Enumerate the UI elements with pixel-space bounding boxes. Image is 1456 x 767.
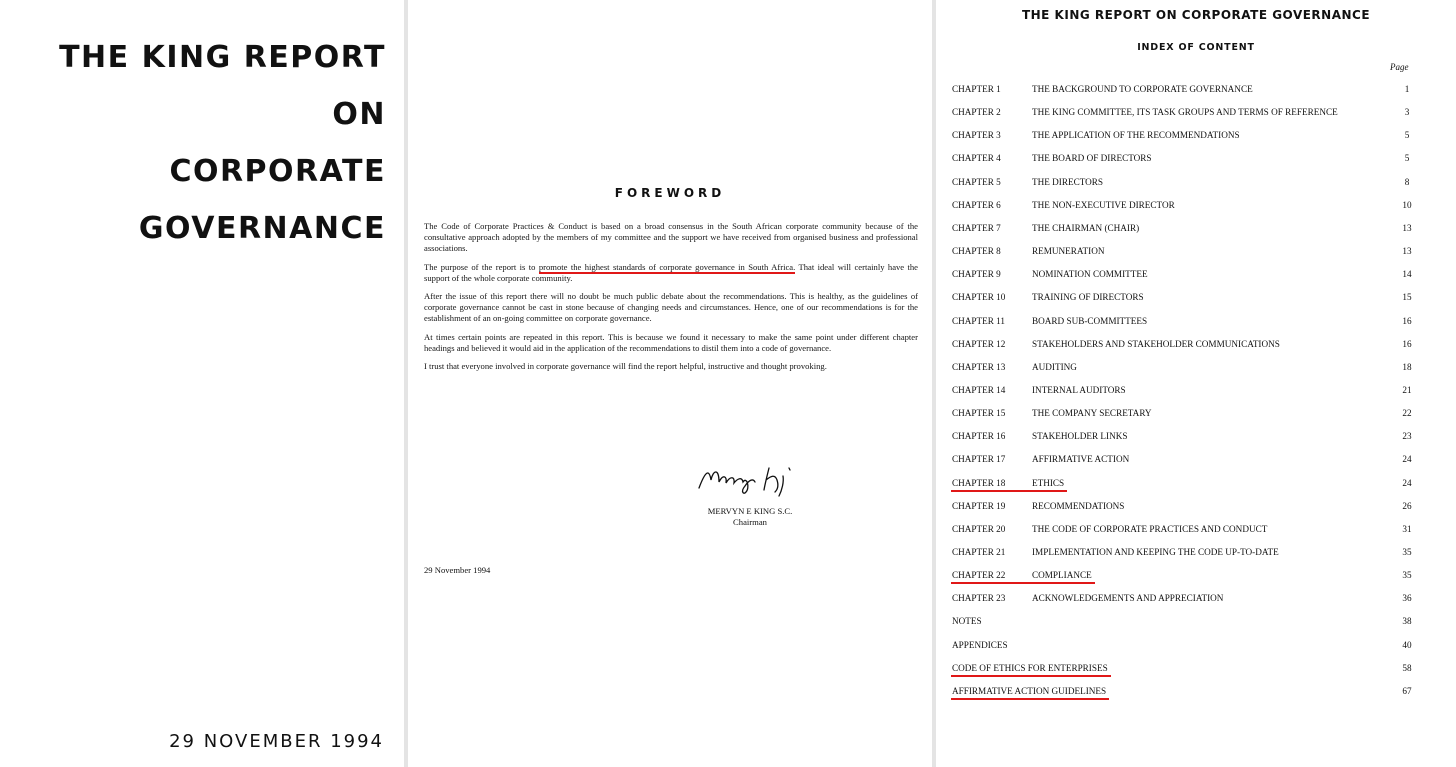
toc-entry — [952, 150, 1412, 166]
toc-page-number: 15 — [1402, 292, 1412, 303]
toc-chapter-label: AFFIRMATIVE ACTION GUIDELINES — [952, 685, 1107, 696]
toc-entry — [952, 336, 1412, 352]
toc-title: THE DIRECTORS — [1032, 176, 1104, 187]
signer-block — [670, 506, 830, 528]
toc-chapter-label: CHAPTER 21 — [952, 547, 1006, 557]
toc-entry — [952, 567, 1412, 583]
toc-chapter-label: CHAPTER 18 — [952, 477, 1006, 488]
toc-entry — [952, 498, 1412, 514]
toc-entry — [952, 475, 1412, 491]
toc-page-number: 23 — [1402, 431, 1412, 442]
index-subtitle: INDEX OF CONTENT — [1137, 42, 1255, 53]
toc-page-number: 8 — [1404, 176, 1410, 187]
toc-page-number: 31 — [1402, 523, 1412, 534]
foreword-body — [424, 221, 918, 379]
cover-page — [0, 0, 404, 767]
toc-chapter-label: CHAPTER 11 — [952, 315, 1006, 326]
purpose-highlight: promote the highest standards of corporate governance in South Africa. — [538, 261, 796, 272]
toc-chapter-label: CHAPTER 7 — [952, 222, 1001, 233]
toc-page-number: 35 — [1402, 570, 1412, 581]
toc-chapter-label: CHAPTER 6 — [952, 199, 1001, 210]
toc-title: THE COMPANY SECRETARY — [1032, 408, 1152, 419]
toc-page-number: 14 — [1402, 269, 1412, 280]
toc-page-number: 36 — [1402, 593, 1412, 604]
toc-entry — [952, 313, 1412, 329]
toc-entry — [952, 266, 1412, 282]
foreword-paragraph-3: After the issue of this report there will no doubt be much public debate about the recommendations. This is healthy, as the guidelines of corporate governance cannot be cast in stone because of changing needs and circumstances. Hence, one of our recommendations is for the establishment of an on-going committee on corporate governance. — [424, 291, 918, 324]
toc-title: ETHICS — [1032, 477, 1065, 488]
toc-page-number: 21 — [1402, 384, 1412, 395]
toc-chapter-label: CHAPTER 22 — [952, 570, 1006, 581]
signer-role: Chairman — [733, 517, 767, 527]
toc-chapter-label: CHAPTER 16 — [952, 431, 1006, 442]
red-underline-mark — [951, 582, 1095, 584]
toc-page-number: 58 — [1402, 662, 1412, 673]
foreword-page — [408, 0, 932, 767]
toc-entry — [952, 174, 1412, 190]
toc-title: STAKEHOLDER LINKS — [1032, 431, 1128, 442]
foreword-paragraph-4: At times certain points are repeated in this report. This is because we found it necessary to make the same point under different chapter headings and believed it would aid in the application of the recommendations to distil them into a code of governance. — [424, 331, 918, 353]
toc-title: COMPLIANCE — [1032, 570, 1092, 581]
toc-entry — [952, 104, 1412, 120]
toc-page-number: 35 — [1402, 547, 1412, 557]
toc-entry — [952, 81, 1412, 97]
purpose-pre: The purpose of the report is to — [424, 261, 539, 272]
toc-chapter-label: CHAPTER 4 — [952, 153, 1001, 164]
toc-title: ACKNOWLEDGEMENTS AND APPRECIATION — [1032, 593, 1224, 604]
index-page-header: Page — [1390, 62, 1409, 72]
toc-title: REMUNERATION — [1032, 246, 1105, 257]
cover-title-line-1: THE KING REPORT — [59, 40, 386, 75]
toc-chapter-label: CHAPTER 1 — [952, 84, 1001, 94]
toc-title: AUDITING — [1032, 361, 1077, 372]
toc-title: INTERNAL AUDITORS — [1032, 384, 1126, 395]
toc-entry — [952, 451, 1412, 467]
toc-chapter-label: CHAPTER 3 — [952, 130, 1001, 141]
toc-title: AFFIRMATIVE ACTION — [1032, 454, 1130, 465]
toc-page-number: 24 — [1402, 454, 1412, 465]
toc-chapter-label: CHAPTER 2 — [952, 107, 1001, 118]
toc-entry — [952, 220, 1412, 236]
toc-title: THE CHAIRMAN (CHAIR) — [1032, 222, 1140, 233]
red-underline-mark — [951, 698, 1109, 700]
cover-title-line-2: ON — [332, 97, 386, 132]
toc-page-number: 16 — [1402, 315, 1412, 326]
toc-page-number: 26 — [1402, 500, 1412, 511]
toc-page-number: 3 — [1404, 107, 1410, 118]
foreword-paragraph-1: The Code of Corporate Practices & Conduct is based on a broad consensus in the South African corporate community because of the consultative approach adopted by the members of my committee and the support we have received from organised business and professional associations. — [424, 221, 918, 254]
toc-page-number: 38 — [1402, 616, 1412, 627]
red-underline-mark — [951, 490, 1067, 492]
toc-chapter-label: CHAPTER 8 — [952, 246, 1001, 257]
toc-title: RECOMMENDATIONS — [1032, 500, 1125, 511]
foreword-date: 29 November 1994 — [424, 565, 491, 575]
toc-chapter-label: CODE OF ETHICS FOR ENTERPRISES — [952, 662, 1108, 673]
toc-chapter-label: CHAPTER 17 — [952, 454, 1006, 465]
toc-title: THE APPLICATION OF THE RECOMMENDATIONS — [1032, 130, 1240, 141]
toc-page-number: 22 — [1402, 408, 1412, 419]
toc-title: BOARD SUB-COMMITTEES — [1032, 315, 1148, 326]
toc-chapter-label: CHAPTER 12 — [952, 338, 1006, 349]
toc-chapter-label: CHAPTER 19 — [952, 500, 1006, 511]
toc-page-number: 67 — [1402, 685, 1412, 696]
toc-entry — [952, 428, 1412, 444]
toc-page-number: 5 — [1404, 153, 1410, 164]
toc-entry — [952, 521, 1412, 537]
toc-title: THE NON-EXECUTIVE DIRECTOR — [1032, 199, 1175, 210]
toc-chapter-label: CHAPTER 14 — [952, 384, 1006, 395]
toc-title: THE KING COMMITTEE, ITS TASK GROUPS AND TERMS OF REFERENCE — [1032, 107, 1338, 118]
toc-page-number: 1 — [1404, 84, 1410, 94]
toc-entry — [952, 382, 1412, 398]
toc-entry — [952, 289, 1412, 305]
toc-entry — [952, 359, 1412, 375]
toc-page-number: 13 — [1402, 222, 1412, 233]
toc-page-number: 18 — [1402, 361, 1412, 372]
toc-chapter-label: NOTES — [952, 616, 982, 627]
toc-chapter-label: CHAPTER 20 — [952, 523, 1006, 534]
toc-chapter-label: CHAPTER 5 — [952, 176, 1001, 187]
toc-title: TRAINING OF DIRECTORS — [1032, 292, 1144, 303]
toc-title: IMPLEMENTATION AND KEEPING THE CODE UP-TO-DATE — [1032, 547, 1279, 557]
cover-date: 29 NOVEMBER 1994 — [169, 731, 384, 752]
signature-icon — [693, 458, 823, 498]
toc-chapter-label: CHAPTER 10 — [952, 292, 1006, 303]
toc-page-number: 16 — [1402, 338, 1412, 349]
cover-title-line-3: CORPORATE — [169, 154, 386, 189]
toc-entry — [952, 197, 1412, 213]
toc-title: STAKEHOLDERS AND STAKEHOLDER COMMUNICATIONS — [1032, 338, 1280, 349]
index-title: THE KING REPORT ON CORPORATE GOVERNANCE — [1021, 8, 1371, 22]
toc-chapter-label: APPENDICES — [952, 639, 1008, 650]
toc-entry — [952, 544, 1412, 560]
toc-entry — [952, 127, 1412, 143]
toc-entry — [952, 613, 1412, 629]
red-underline-mark — [951, 675, 1111, 677]
toc-title: THE BACKGROUND TO CORPORATE GOVERNANCE — [1032, 84, 1253, 94]
toc-page-number: 24 — [1402, 477, 1412, 488]
toc-chapter-label: CHAPTER 15 — [952, 408, 1006, 419]
toc-page-number: 5 — [1404, 130, 1410, 141]
toc-chapter-label: CHAPTER 9 — [952, 269, 1001, 280]
toc-chapter-label: CHAPTER 23 — [952, 593, 1006, 604]
purpose-post: That ideal will certainly have the support of the whole corporate community. — [424, 261, 918, 283]
toc-entry — [952, 660, 1412, 676]
toc-entry — [952, 683, 1412, 699]
foreword-paragraph-purpose — [424, 262, 918, 284]
toc-page-number: 10 — [1402, 199, 1412, 210]
toc-title: NOMINATION COMMITTEE — [1032, 269, 1148, 280]
toc-page-number: 13 — [1402, 246, 1412, 257]
index-page — [936, 0, 1456, 767]
toc-chapter-label: CHAPTER 13 — [952, 361, 1006, 372]
toc-page-number: 40 — [1402, 639, 1412, 650]
cover-title-line-4: GOVERNANCE — [138, 211, 386, 246]
foreword-paragraph-5: I trust that everyone involved in corporate governance will find the report helpful, instructive and thought provoking. — [424, 361, 827, 372]
toc-entry — [952, 243, 1412, 259]
toc-title: THE BOARD OF DIRECTORS — [1032, 153, 1152, 164]
foreword-heading: FOREWORD — [614, 186, 726, 200]
toc-entry — [952, 590, 1412, 606]
signer-name: MERVYN E KING S.C. — [707, 506, 793, 516]
toc-entry — [952, 405, 1412, 421]
toc-title: THE CODE OF CORPORATE PRACTICES AND CONDUCT — [1032, 523, 1268, 534]
toc-entry — [952, 637, 1412, 653]
